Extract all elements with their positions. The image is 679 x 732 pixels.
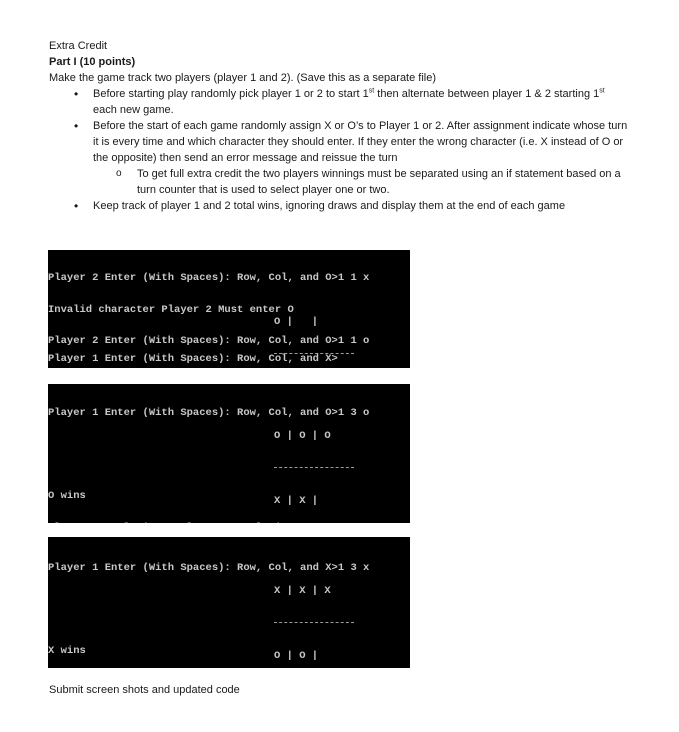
- console-line: [48, 523, 338, 524]
- document-body: [49, 38, 629, 214]
- part-heading: Part I (10 points): [49, 56, 136, 68]
- board-row: X | X | X: [274, 585, 331, 597]
- console-line: Player 2 Enter (With Spaces): Row, Col, and O>1 1 o: [48, 335, 370, 347]
- sub-list-item: o To get full extra credit the two players winnings must be separated using an if statement based on a turn counter that is used to select player one or two.: [93, 166, 629, 198]
- console-line: Player 1 Enter (With Spaces): Row, Col, and O>1 3 o: [48, 407, 370, 419]
- console-line: Invalid character Player 2 Must enter O: [48, 303, 294, 316]
- list-item: • Keep track of player 1 and 2 total wins, ignoring draws and display them at the end of each game: [49, 198, 629, 214]
- console-screenshot-2: [48, 384, 410, 523]
- board-row: O | O | O: [274, 430, 331, 442]
- list-item: • Before the start of each game randomly assign X or O’s to Player 1 or 2. After assignment indicate whose turn it is every time and which character they should enter. If they enter the wrong character (i.e. X instead of O or the opposite) then send an error message and reissue the turn o To get full extra credit the two players winnings must be separated using an if statement based on a turn counter that is used to select player one or two.: [49, 118, 629, 198]
- sub-list: [93, 166, 629, 198]
- list-item: • Before starting play randomly pick player 1 or 2 to start 1st then alternate between player 1 & 2 starting 1st each new game.: [49, 86, 629, 118]
- console-line: Player 1 Enter (With Spaces): Row, Col, and X>: [48, 353, 338, 365]
- console-line: O wins: [48, 490, 86, 502]
- console-line: Player 2 Enter (With Spaces): Row, Col, and O>1 1 x: [48, 272, 370, 284]
- requirements-list: [49, 86, 629, 214]
- board-row: X | X |: [274, 495, 331, 507]
- console-line: Player 1 Enter (With Spaces): Row, Col, and X>1 3 x: [48, 562, 370, 574]
- console-screenshot-1: [48, 250, 410, 368]
- board-row: O | |: [274, 316, 331, 328]
- board-divider: [274, 467, 354, 468]
- board-row: O | O |: [274, 650, 331, 662]
- console-line: X wins: [48, 645, 86, 657]
- intro-text: Make the game track two players (player 1 and 2). (Save this as a separate file): [49, 72, 437, 84]
- footer-text: Submit screen shots and updated code: [49, 684, 240, 696]
- doc-title: Extra Credit: [49, 40, 108, 52]
- console-screenshot-3: [48, 537, 410, 668]
- board-divider: [274, 622, 354, 623]
